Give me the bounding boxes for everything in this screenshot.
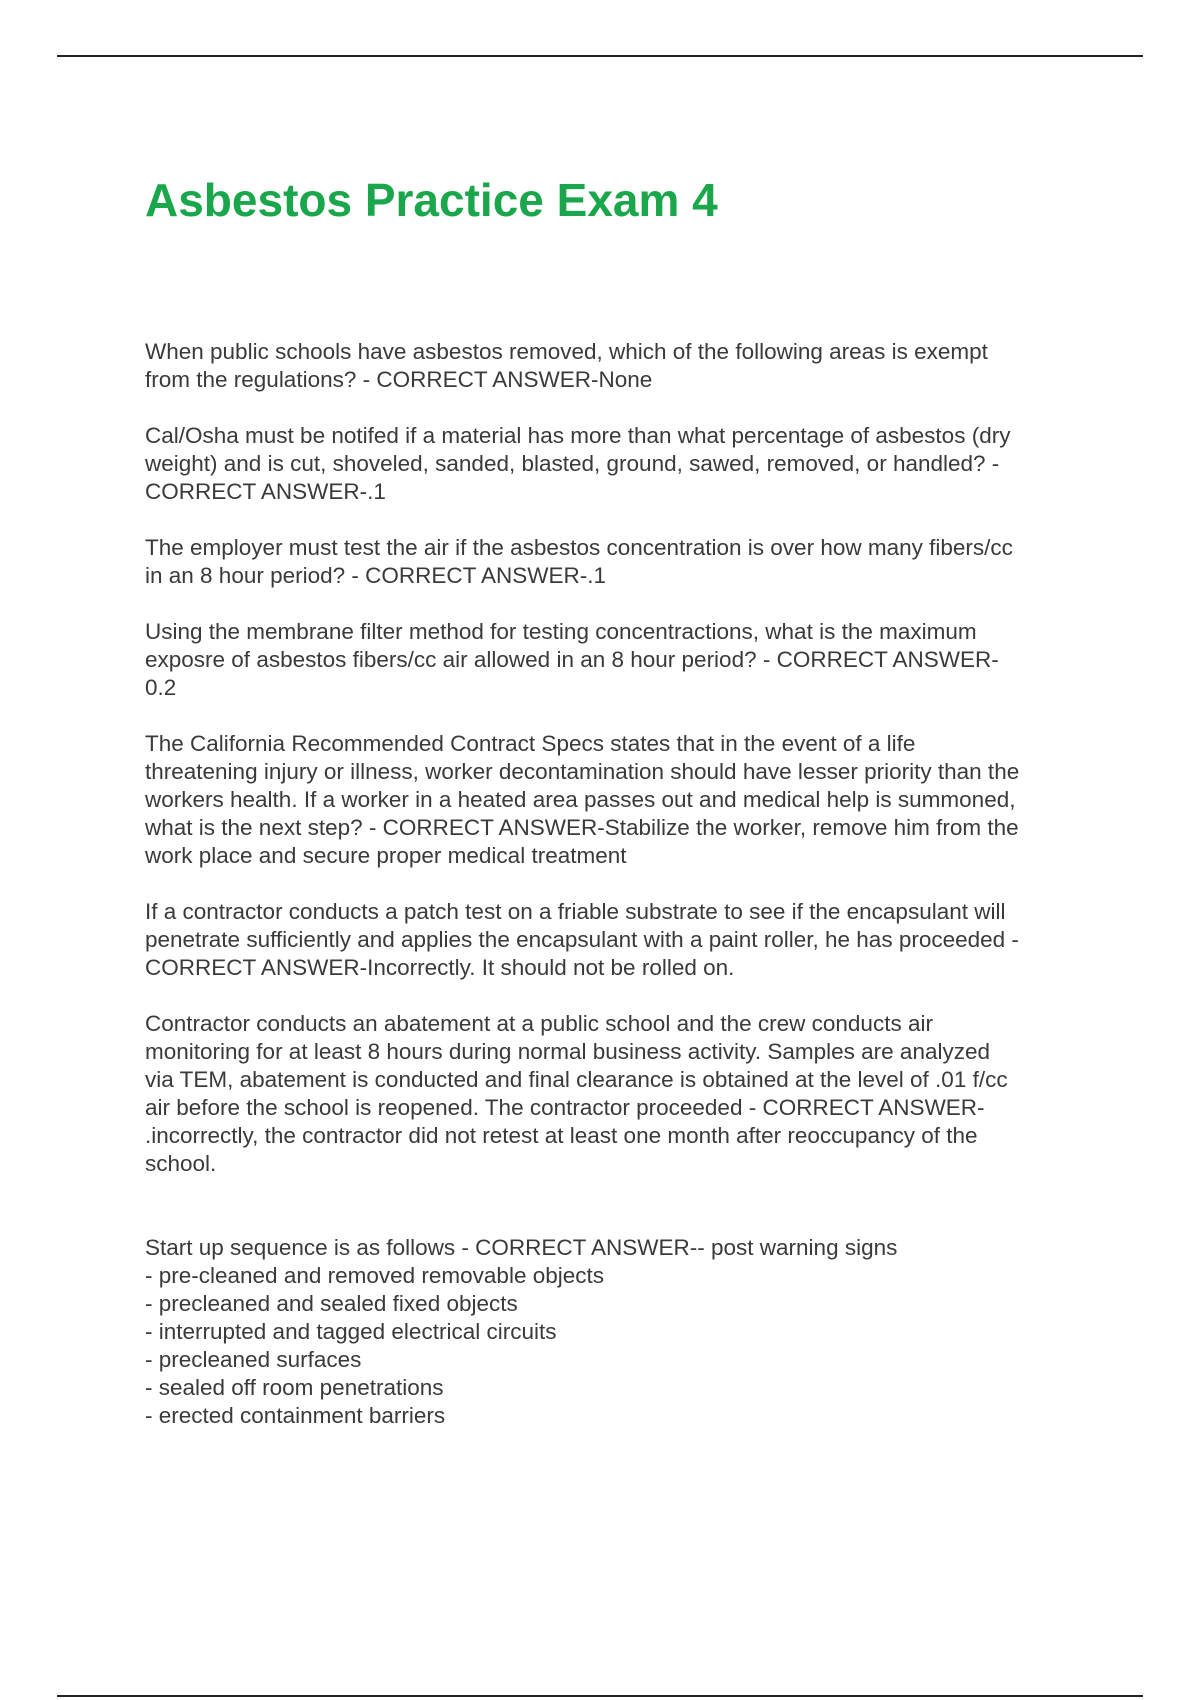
top-rule (57, 55, 1143, 57)
qa-item-6: If a contractor conducts a patch test on a friable substrate to see if the encapsulant will penetrate sufficiently and applies the encapsulant with a paint roller, he has proceeded - CORRECT ANSWER-Incorrectly. It should not be rolled on. (145, 899, 1019, 980)
qa-item-4: Using the membrane filter method for testing concentractions, what is the maximum exposre of asbestos fibers/cc air allowed in an 8 hour period? - CORRECT ANSWER- 0.2 (145, 619, 999, 700)
qa-item-1: When public schools have asbestos removed, which of the following areas is exempt from the regulations? - CORRECT ANSWER-None (145, 339, 988, 392)
bottom-rule (57, 1695, 1143, 1697)
page-title: Asbestos Practice Exam 4 (145, 174, 718, 226)
qa-item-2: Cal/Osha must be notifed if a material has more than what percentage of asbestos (dry weight) and is cut, shoveled, sanded, blasted, ground, sawed, removed, or handled? - CORRECT ANSWER-.1 (145, 423, 1011, 504)
qa-item-7: Contractor conducts an abatement at a public school and the crew conducts air monitoring for at least 8 hours during normal business activity. Samples are analyzed via TEM, abatement is conducted and final clearance is obtained at the level of .01 f/cc air before the school is reopened. The contractor proceeded - CORRECT ANSWER- .incorrectly, the contractor did not retest at least one month after reoccupancy of the school. (145, 1011, 1008, 1176)
qa-item-5: The California Recommended Contract Specs states that in the event of a life threatening injury or illness, worker decontamination should have lesser priority than the workers health. If a worker in a heated area passes out and medical help is summoned, what is the next step? - CORRECT ANSWER-Stabilize the worker, remove him from the work place and secure proper medical treatment (145, 731, 1020, 868)
qa-list (145, 338, 1105, 1458)
qa-item-8: Start up sequence is as follows - CORRECT ANSWER-- post warning signs - pre-cleaned and removed removable objects - precleaned and sealed fixed objects - interrupted and tagged electrical circuits - precleaned surfaces - sealed off room penetrations - erected containment barriers (145, 1235, 898, 1428)
qa-item-3: The employer must test the air if the asbestos concentration is over how many fibers/cc in an 8 hour period? - CORRECT ANSWER-.1 (145, 535, 1013, 588)
